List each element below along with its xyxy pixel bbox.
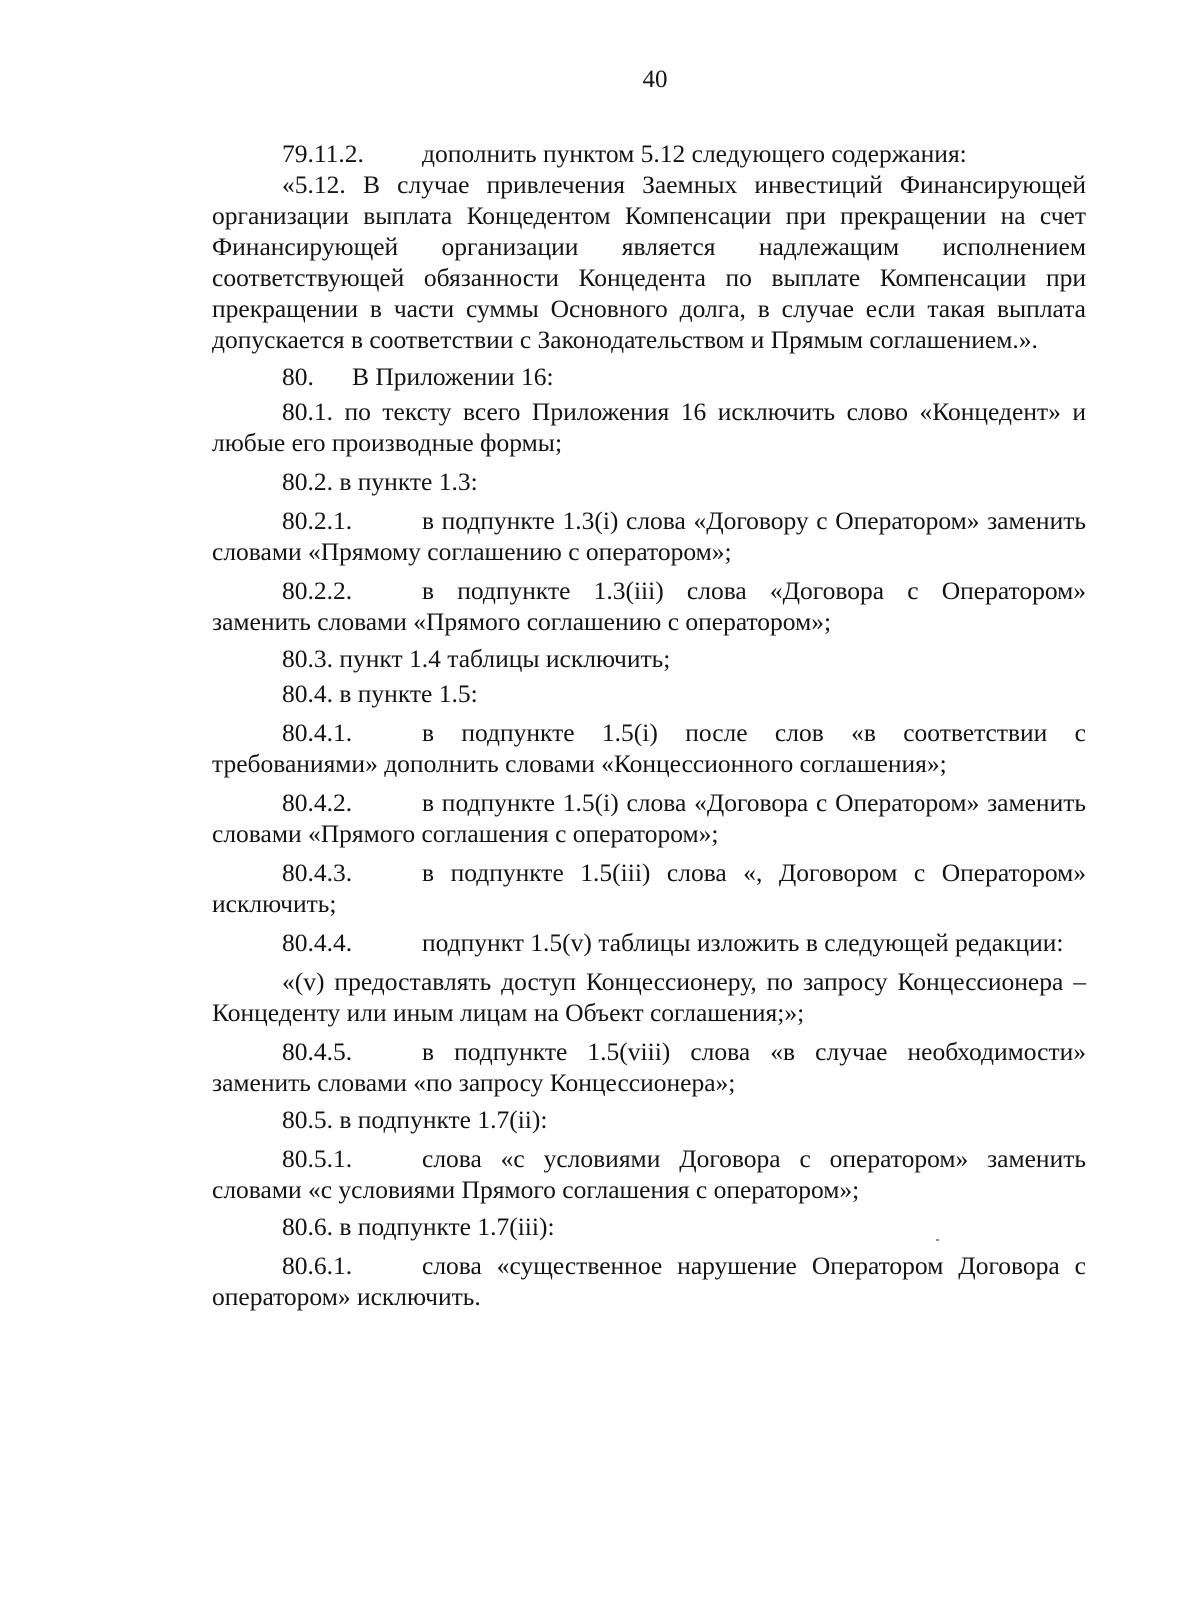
paragraph-80-2 [212, 466, 1086, 497]
paragraph-text: слова «с условиями Договора с оператором» заменить словами «с условиями Прямого соглашения с оператором»; [212, 1144, 1086, 1204]
paragraph-80-4-3 [212, 857, 1086, 919]
paragraph-text: в подпункте 1.7(iii): [339, 1212, 555, 1241]
paragraph-80-2-2 [212, 575, 1086, 637]
paragraph-80-5-1 [212, 1143, 1086, 1205]
paragraph-80-4-5 [212, 1036, 1086, 1098]
paragraph-80-1 [212, 396, 1086, 458]
paragraph-text: в подпункте 1.7(ii): [339, 1105, 548, 1134]
paragraph-text: дополнить пунктом 5.12 следующего содержания: [422, 139, 967, 168]
paragraph-text: пункт 1.4 таблицы исключить; [339, 644, 671, 673]
paragraph-number: 80.6. [282, 1212, 333, 1241]
paragraph-79-11-2 [212, 138, 1086, 169]
paragraph-number: 80.4.3. [282, 858, 353, 887]
paragraph-number: 80.1. [282, 397, 333, 426]
paragraph-80-6-1 [212, 1250, 1086, 1312]
paragraph-text: в подпункте 1.5(viii) слова «в случае необходимости» заменить словами «по запросу Концессионера»; [212, 1037, 1086, 1097]
paragraph-text: в подпункте 1.5(i) после слов «в соответствии с требованиями» дополнить словами «Концессионного соглашения»; [212, 718, 1086, 778]
paragraph-number: 80.4. [282, 679, 333, 708]
paragraph-text: по тексту всего Приложения 16 исключить слово «Концедент» и любые его производные формы; [212, 397, 1087, 457]
paragraph-text: в пункте 1.3: [339, 467, 478, 496]
paragraph-text: в подпункте 1.5(i) слова «Договора с Оператором» заменить словами «Прямого соглашения с оператором»; [212, 788, 1086, 848]
paragraph-number: 80.5. [282, 1105, 333, 1134]
paragraph-80-4-1 [212, 717, 1086, 779]
paragraph-number: 80.2. [282, 467, 333, 496]
paragraph-number: 80.2.2. [282, 576, 353, 605]
paragraph-number: 80.4.4. [282, 928, 353, 957]
document-body [212, 138, 1086, 1312]
paragraph-number: 80.5.1. [282, 1144, 353, 1173]
paragraph-text: в подпункте 1.3(i) слова «Договору с Оператором» заменить словами «Прямому соглашению с оператором»; [212, 506, 1086, 566]
paragraph-number: 80.2.1. [282, 506, 353, 535]
paragraph-80-4-4 [212, 927, 1086, 958]
paragraph-text: в пункте 1.5: [339, 679, 478, 708]
paragraph-80-4-2 [212, 787, 1086, 849]
paragraph-text: слова «существенное нарушение Оператором Договора с оператором» исключить. [212, 1251, 1086, 1311]
paragraph-number: 80.4.1. [282, 718, 353, 747]
paragraph-80-3 [212, 643, 1086, 674]
paragraph-80-5 [212, 1104, 1086, 1135]
paragraph-text: в подпункте 1.5(iii) слова «, Договором с Оператором» исключить; [212, 858, 1086, 918]
paragraph-number: 80.4.5. [282, 1037, 353, 1066]
paragraph-text: в подпункте 1.3(iii) слова «Договора с Оператором» заменить словами «Прямого соглашению с оператором»; [212, 576, 1086, 636]
paragraph-80-2-1 [212, 505, 1086, 567]
paragraph-80 [212, 361, 1086, 392]
paragraph-text: В Приложении 16: [352, 362, 554, 391]
paragraph-number: 80.6.1. [282, 1251, 353, 1280]
paragraph-quote-5-12: «5.12. В случае привлечения Заемных инвестиций Финансирующей организации выплата Концедентом Компенсации при прекращении на счет Финансирующей организации является надлежащим исполнением соответствующей обязанности Концедента по выплате Компенсации при прекращении в части суммы Основного долга, в случае если такая выплата допускается в соответствии с Законодательством и Прямым соглашением.». [212, 170, 1086, 354]
page-number: 40 [642, 66, 668, 93]
paragraph-number: 80.3. [282, 644, 333, 673]
paragraph-quote-v: «(v) предоставлять доступ Концессионеру, по запросу Концессионера – Концеденту или иным лицам на Объект соглашения;»; [212, 967, 1086, 1027]
paragraph-80-6 [212, 1211, 1086, 1242]
paragraph-number: 80.4.2. [282, 788, 353, 817]
paragraph-number: 80. [282, 362, 314, 391]
scan-speck [936, 1239, 939, 1241]
paragraph-80-4 [212, 678, 1086, 709]
paragraph-number: 79.11.2. [282, 139, 364, 168]
paragraph-text: подпункт 1.5(v) таблицы изложить в следующей редакции: [422, 928, 1064, 957]
